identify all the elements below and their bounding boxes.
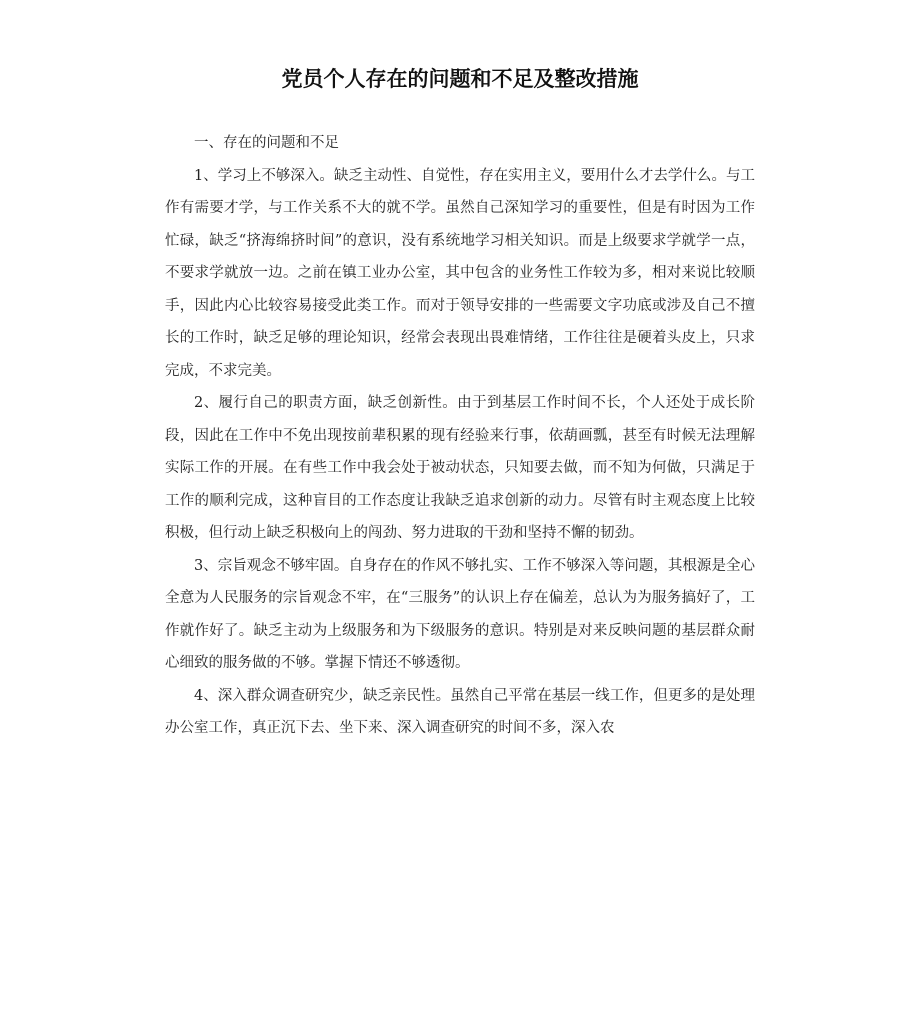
document-body xyxy=(165,127,755,745)
section-heading: 一、存在的问题和不足 xyxy=(194,135,339,151)
paragraph-1: 1、学习上不够深入。缺乏主动性、自觉性，存在实用主义，要用什么才去学什么。与工作有需要才学，与工作关系不大的就不学。虽然自己深知学习的重要性，但是有时因为工作忙碌，缺乏“挤海绵挤时间”的意识，没有系统地学习相关知识。而是上级要求学就学一点，不要求学就放一边。之前在镇工业办公室，其中包含的业务性工作较为多，相对来说比较顺手，因此内心比较容易接受此类工作。而对于领导安排的一些需要文字功底或涉及自己不擅长的工作时，缺乏足够的理论知识，经常会表现出畏难情绪，工作往往是硬着头皮上，只求完成，不求完美。 xyxy=(165,167,755,379)
paragraph-4: 4、深入群众调查研究少，缺乏亲民性。虽然自己平常在基层一线工作，但更多的是处理办公室工作，真正沉下去、坐下来、深入调查研究的时间不多，深入农 xyxy=(165,687,755,736)
document-title: 党员个人存在的问题和不足及整改措施 xyxy=(281,67,639,91)
paragraph-2: 2、履行自己的职责方面，缺乏创新性。由于到基层工作时间不长，个人还处于成长阶段，因此在工作中不免出现按前辈积累的现有经验来行事，依葫画瓢，甚至有时候无法理解实际工作的开展。在有些工作中我会处于被动状态，只知要去做，而不知为何做，只满足于工作的顺利完成，这种盲目的工作态度让我缺乏追求创新的动力。尽管有时主观态度上比较积极，但行动上缺乏积极向上的闯劲、努力进取的干劲和坚持不懈的韧劲。 xyxy=(165,395,755,541)
paragraph-3: 3、宗旨观念不够牢固。自身存在的作风不够扎实、工作不够深入等问题，其根源是全心全意为人民服务的宗旨观念不牢，在“三服务”的认识上存在偏差，总认为为服务搞好了，工作就作好了。缺乏主动为上级服务和为下级服务的意识。特别是对来反映问题的基层群众耐心细致的服务做的不够。掌握下情还不够透彻。 xyxy=(165,557,755,671)
